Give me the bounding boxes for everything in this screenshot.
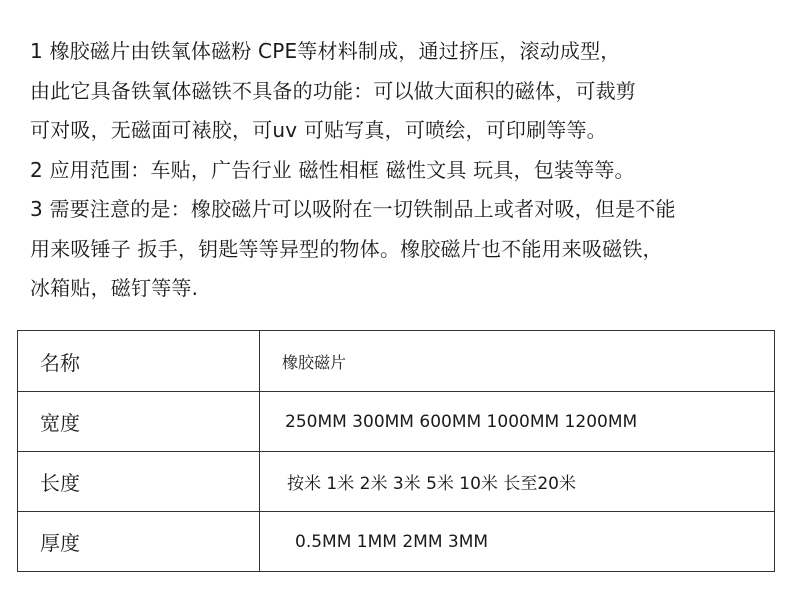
intro-line: 1 橡胶磁片由铁氧体磁粉 CPE等材料制成，通过挤压，滚动成型， bbox=[30, 39, 621, 63]
row-value: 250MM 300MM 600MM 1000MM 1200MM bbox=[260, 392, 775, 452]
intro-line: 2 应用范围：车贴，广告行业 磁性相框 磁性文具 玩具，包装等等。 bbox=[30, 157, 635, 182]
spec-table bbox=[17, 330, 775, 572]
row-value: 按米 1米 2米 3米 5米 10米 长至20米 bbox=[260, 452, 775, 512]
table-row-name bbox=[18, 331, 775, 392]
row-label: 名称 bbox=[18, 331, 260, 392]
table-row-length bbox=[18, 452, 775, 512]
table-row-thickness bbox=[18, 512, 775, 572]
table-row-width bbox=[18, 392, 775, 452]
intro-line: 可对吸，无磁面可裱胶，可uv 可贴写真，可喷绘，可印刷等等。 bbox=[30, 118, 607, 142]
row-value: 0.5MM 1MM 2MM 3MM bbox=[260, 512, 775, 572]
intro-line: 由此它具备铁氧体磁铁不具备的功能：可以做大面积的磁体，可裁剪 bbox=[30, 78, 636, 103]
intro-line: 3 需要注意的是：橡胶磁片可以吸附在一切铁制品上或者对吸，但是不能 bbox=[30, 197, 676, 221]
row-value: 橡胶磁片 bbox=[260, 331, 775, 392]
intro-line: 用来吸锤子 扳手，钥匙等等异型的物体。橡胶磁片也不能用来吸磁铁， bbox=[30, 236, 663, 261]
row-label: 厚度 bbox=[18, 512, 260, 572]
intro-paragraph bbox=[30, 32, 780, 309]
row-label: 长度 bbox=[18, 452, 260, 512]
intro-line: 冰箱贴，磁钉等等. bbox=[30, 276, 199, 300]
row-label: 宽度 bbox=[18, 392, 260, 452]
